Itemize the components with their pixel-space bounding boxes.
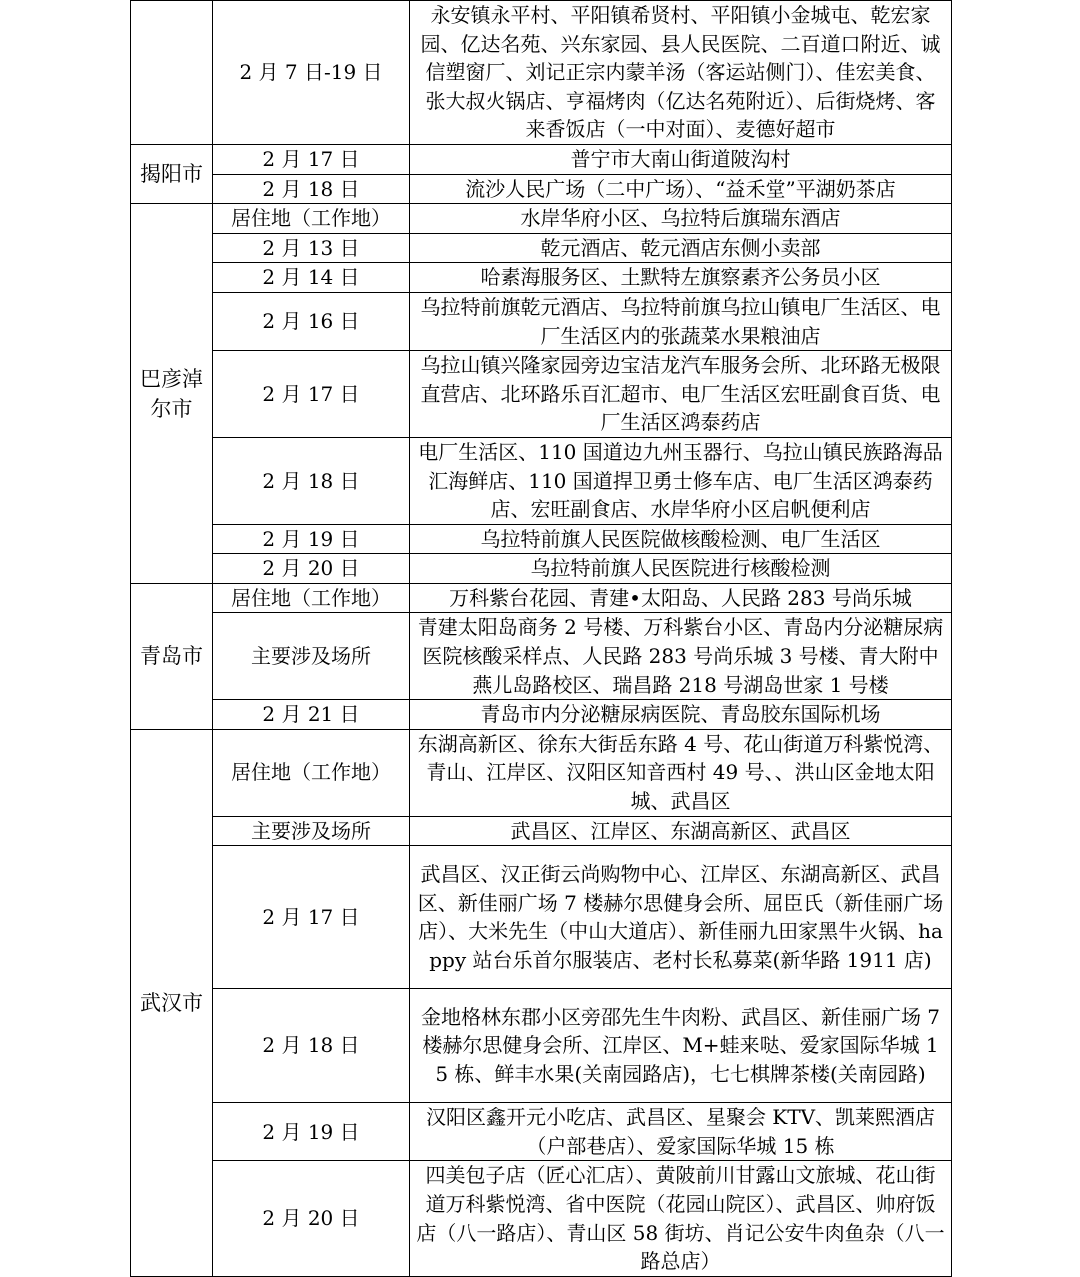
date-cell: 居住地（工作地） [213,204,410,234]
places-cell: 流沙人民广场（二中广场）、“益禾堂”平湖奶茶店 [410,174,952,204]
table-body [131,1,952,1277]
table-row [131,292,952,350]
date-cell: 2 月 20 日 [213,554,410,584]
places-cell: 水岸华府小区、乌拉特后旗瑞东酒店 [410,204,952,234]
table-row [131,846,952,989]
date-cell: 2 月 19 日 [213,1103,410,1161]
date-cell: 2 月 19 日 [213,524,410,554]
date-cell: 2 月 14 日 [213,263,410,293]
table-row [131,263,952,293]
table-row [131,174,952,204]
date-cell: 2 月 20 日 [213,1161,410,1276]
table-row [131,554,952,584]
outbreak-locations-table [130,0,952,1277]
table-row [131,989,952,1103]
city-cell: 巴彦淖尔市 [131,204,213,584]
places-cell: 乌拉山镇兴隆家园旁边宝洁龙汽车服务会所、北环路无极限直营店、北环路乐百汇超市、电厂生活区宏旺副食百货、电厂生活区鸿泰药店 [410,351,952,438]
places-cell: 四美包子店（匠心汇店）、黄陂前川甘露山文旅城、花山街道万科紫悦湾、省中医院（花园山院区）、武昌区、帅府饭店（八一路店）、青山区 58 街坊、肖记公安牛肉鱼杂（八一路总店） [410,1161,952,1276]
city-cell [131,1,213,145]
table-row [131,1103,952,1161]
places-cell: 武昌区、江岸区、东湖高新区、武昌区 [410,816,952,846]
date-cell: 2 月 18 日 [213,989,410,1103]
table-row [131,233,952,263]
date-cell: 2 月 18 日 [213,174,410,204]
table-row [131,204,952,234]
table-row [131,1,952,145]
places-cell: 青岛市内分泌糖尿病医院、青岛胶东国际机场 [410,700,952,730]
table-row [131,524,952,554]
date-cell: 2 月 17 日 [213,846,410,989]
table-row [131,1161,952,1276]
table-row [131,437,952,524]
places-cell: 青建太阳岛商务 2 号楼、万科紫台小区、青岛内分泌糖尿病医院核酸采样点、人民路 283 号尚乐城 3 号楼、青大附中燕儿岛路校区、瑞昌路 218 号湖岛世家 1 号楼 [410,613,952,700]
places-cell: 金地格林东郡小区旁邵先生牛肉粉、武昌区、新佳丽广场 7 楼赫尔思健身会所、江岸区、M+蛙来哒、爱家国际华城 15 栋、鲜丰水果(关南园路店)，七七棋牌茶楼(关南园路) [410,989,952,1103]
places-cell: 电厂生活区、110 国道边九州玉器行、乌拉山镇民族路海品汇海鲜店、110 国道捍卫勇士修车店、电厂生活区鸿泰药店、宏旺副食店、水岸华府小区启帆便利店 [410,437,952,524]
places-cell: 普宁市大南山街道陂沟村 [410,144,952,174]
city-cell: 青岛市 [131,583,213,729]
date-cell: 2 月 17 日 [213,144,410,174]
date-cell: 2 月 16 日 [213,292,410,350]
date-cell: 2 月 13 日 [213,233,410,263]
table-row [131,583,952,613]
places-cell: 乌拉特前旗乾元酒店、乌拉特前旗乌拉山镇电厂生活区、电厂生活区内的张蔬菜水果粮油店 [410,292,952,350]
date-cell: 居住地（工作地） [213,729,410,816]
table-row [131,351,952,438]
places-cell: 乌拉特前旗人民医院做核酸检测、电厂生活区 [410,524,952,554]
table-row [131,700,952,730]
city-cell: 武汉市 [131,729,213,1276]
places-cell: 哈素海服务区、土默特左旗察素齐公务员小区 [410,263,952,293]
places-cell: 万科紫台花园、青建•太阳岛、人民路 283 号尚乐城 [410,583,952,613]
table-row [131,729,952,816]
date-cell: 居住地（工作地） [213,583,410,613]
date-cell: 2 月 21 日 [213,700,410,730]
date-cell: 2 月 18 日 [213,437,410,524]
date-cell: 主要涉及场所 [213,613,410,700]
date-cell: 主要涉及场所 [213,816,410,846]
places-cell: 乾元酒店、乾元酒店东侧小卖部 [410,233,952,263]
places-cell: 汉阳区鑫开元小吃店、武昌区、星聚会 KTV、凯莱熙酒店（户部巷店）、爱家国际华城 15 栋 [410,1103,952,1161]
city-cell: 揭阳市 [131,144,213,203]
table-row [131,613,952,700]
places-cell: 武昌区、汉正街云尚购物中心、江岸区、东湖高新区、武昌区、新佳丽广场 7 楼赫尔思健身会所、屈臣氏（新佳丽广场店）、大米先生（中山大道店）、新佳丽九田家黑牛火锅、happy 站台乐首尔服装店、老村长私募菜(新华路 1911 店) [410,846,952,989]
table-row [131,144,952,174]
places-cell: 乌拉特前旗人民医院进行核酸检测 [410,554,952,584]
places-cell: 东湖高新区、徐东大街岳东路 4 号、花山街道万科紫悦湾、青山、江岸区、汉阳区知音西村 49 号、、洪山区金地太阳城、武昌区 [410,729,952,816]
date-cell: 2 月 17 日 [213,351,410,438]
table-row [131,816,952,846]
date-cell: 2 月 7 日-19 日 [213,1,410,145]
places-cell: 永安镇永平村、平阳镇希贤村、平阳镇小金城屯、乾宏家园、亿达名苑、兴东家园、县人民医院、二百道口附近、诚信塑窗厂、刘记正宗内蒙羊汤（客运站侧门）、佳宏美食、张大叔火锅店、亨福烤肉（亿达名苑附近）、后街烧烤、客来香饭店（一中对面）、麦德好超市 [410,1,952,145]
